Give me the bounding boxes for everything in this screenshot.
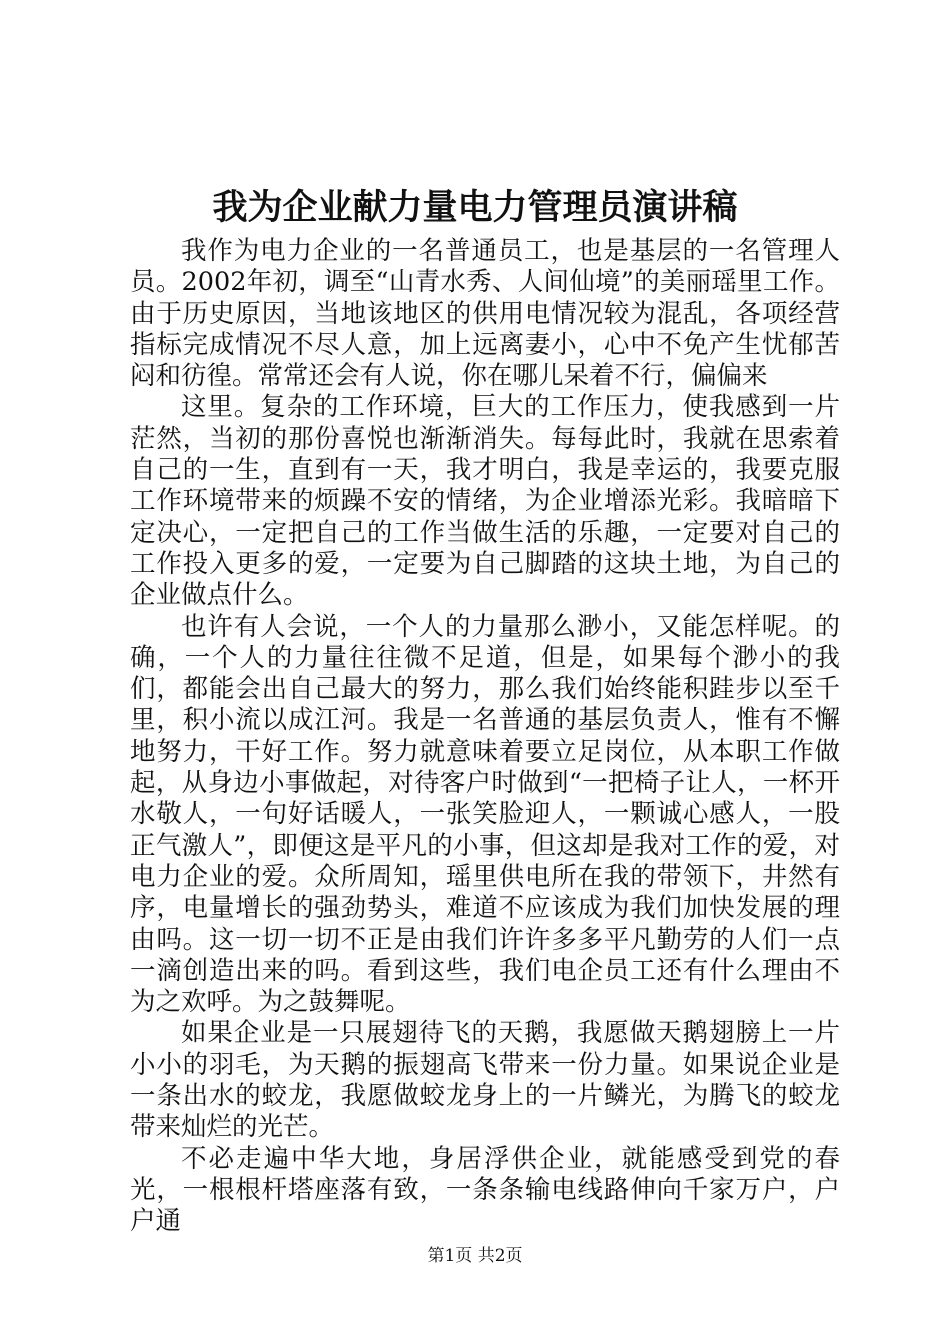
paragraph-2: 这里。复杂的工作环境，巨大的工作压力，使我感到一片茫然，当初的那份喜悦也渐渐消失。每每此时，我就在思索着自己的一生，直到有一天，我才明白，我是幸运的，我要克服工作环境带来的烦躁不安的情绪，为企业增添光彩。我暗暗下定决心，一定把自己的工作当做生活的乐趣，一定要对自己的工作投入更多的爱，一定要为自己脚踏的这块土地，为自己的企业做点什么。 — [130, 392, 840, 611]
document-body — [130, 236, 840, 1238]
paragraph-1: 我作为电力企业的一名普通员工，也是基层的一名管理人员。2002年初，调至“山青水秀、人间仙境”的美丽瑶里工作。由于历史原因，当地该地区的供用电情况较为混乱，各项经营指标完成情况不尽人意，加上远离妻小，心中不免产生忧郁苦闷和彷徨。常常还会有人说，你在哪儿呆着不行，偏偏来 — [130, 236, 840, 392]
document-title: 我为企业献力量电力管理员演讲稿 — [212, 187, 738, 228]
paragraph-5: 不必走遍中华大地，身居浮供企业，就能感受到党的春光，一根根杆塔座落有致，一条条输电线路伸向千家万户，户户通 — [130, 1143, 840, 1237]
paragraph-3: 也许有人会说，一个人的力量那么渺小，又能怎样呢。的确，一个人的力量往往微不足道，但是，如果每个渺小的我们，都能会出自己最大的努力，那么我们始终能积跬步以至千里，积小流以成江河。我是一名普通的基层负责人，惟有不懈地努力，干好工作。努力就意味着要立足岗位，从本职工作做起，从身边小事做起，对待客户时做到“一把椅子让人，一杯开水敬人，一句好话暖人，一张笑脸迎人，一颗诚心感人，一股正气激人”，即便这是平凡的小事，但这却是我对工作的爱，对电力企业的爱。众所周知，瑶里供电所在我的带领下，井然有序，电量增长的强劲势头，难道不应该成为我们加快发展的理由吗。这一切一切不正是由我们许许多多平凡勤劳的人们一点一滴创造出来的吗。看到这些，我们电企员工还有什么理由不为之欢呼。为之鼓舞呢。 — [130, 611, 840, 1018]
paragraph-4: 如果企业是一只展翅待飞的天鹅，我愿做天鹅翅膀上一片小小的羽毛，为天鹅的振翅高飞带来一份力量。如果说企业是一条出水的蛟龙，我愿做蛟龙身上的一片鳞光，为腾飞的蛟龙带来灿烂的光芒。 — [130, 1018, 840, 1143]
page-footer: 第1页 共2页 — [427, 1246, 523, 1266]
